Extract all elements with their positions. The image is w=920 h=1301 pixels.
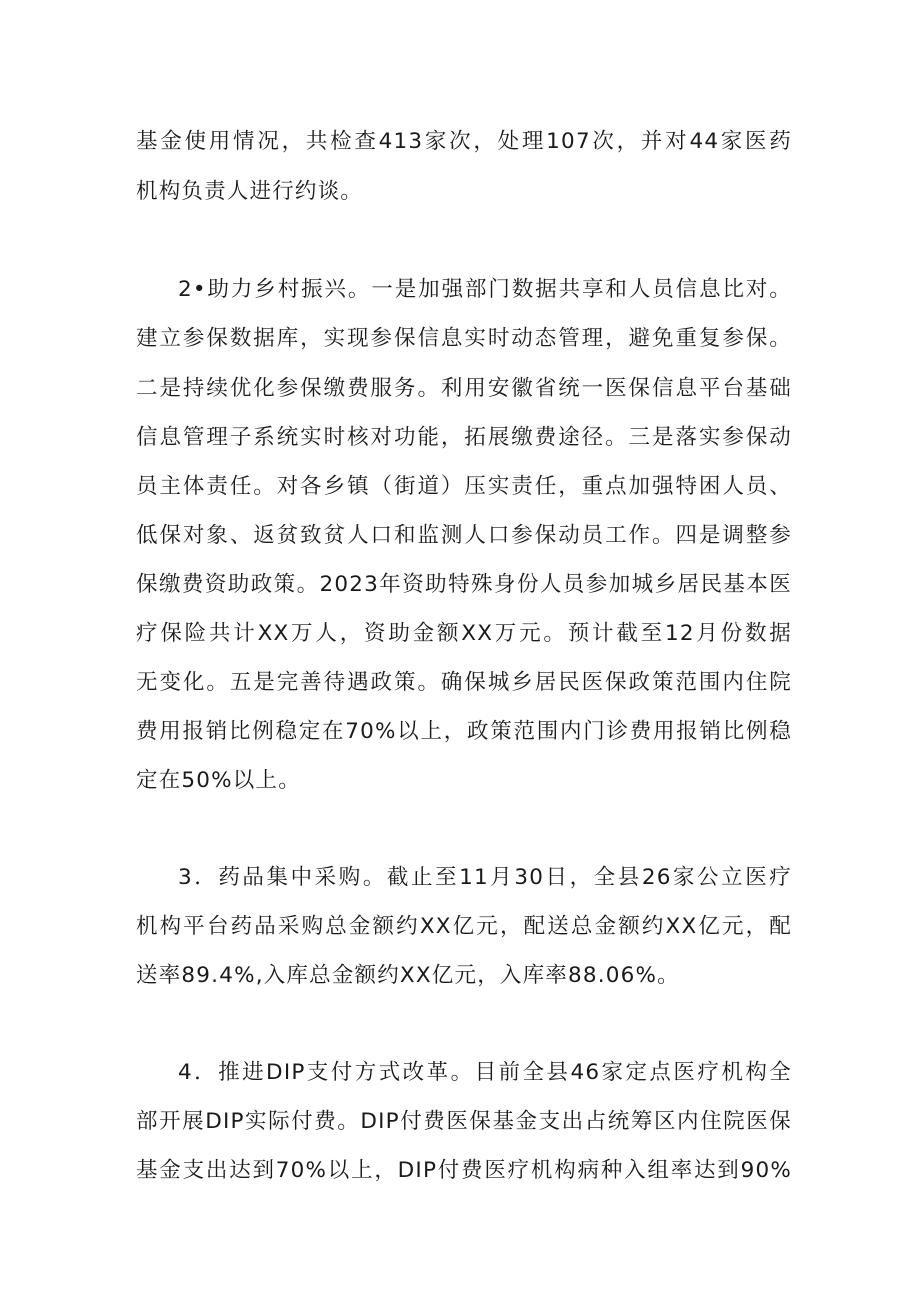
text-line: 无变化。五是完善待遇政策。确保城乡居民医保政策范围内住院 bbox=[136, 670, 792, 695]
text-line: 3．药品集中采购。截止至11月30日，全县26家公立医疗 bbox=[178, 865, 792, 890]
text-line: 保缴费资助政策。2023年资助特殊身份人员参加城乡居民基本医 bbox=[136, 572, 792, 597]
text-line: 定在50%以上。 bbox=[136, 768, 301, 793]
text-line: 信息管理子系统实时核对功能，拓展缴费途径。三是落实参保动 bbox=[136, 425, 792, 450]
text-line: 费用报销比例稳定在70%以上，政策范围内门诊费用报销比例稳 bbox=[136, 719, 792, 744]
text-line: 建立参保数据库，实现参保信息实时动态管理，避免重复参保。 bbox=[136, 326, 792, 351]
text-line: 部开展DIP实际付费。DIP付费医保基金支出占统筹区内住院医保 bbox=[136, 1109, 792, 1134]
text-line: 二是持续优化参保缴费服务。利用安徽省统一医保信息平台基础 bbox=[136, 376, 792, 401]
text-line: 送率89.4%,入库总金额约XX亿元，入库率88.06%。 bbox=[136, 963, 680, 988]
text-line: 疗保险共计XX万人，资助金额XX万元。预计截至12月份数据 bbox=[136, 621, 792, 646]
text-line: 基金支出达到70%以上，DIP付费医疗机构病种入组率达到90% bbox=[136, 1158, 792, 1183]
text-line: 低保对象、返贫致贫人口和监测人口参保动员工作。四是调整参 bbox=[136, 523, 792, 548]
text-line: 2•助力乡村振兴。一是加强部门数据共享和人员信息比对。 bbox=[178, 277, 792, 302]
text-line: 基金使用情况，共检查413家次，处理107次，并对44家医药 bbox=[136, 129, 792, 154]
text-line: 员主体责任。对各乡镇（街道）压实责任，重点加强特困人员、 bbox=[136, 474, 792, 499]
text-line: 4．推进DIP支付方式改革。目前全县46家定点医疗机构全 bbox=[178, 1060, 792, 1085]
text-line: 机构负责人进行约谈。 bbox=[136, 179, 364, 204]
text-line: 机构平台药品采购总金额约XX亿元，配送总金额约XX亿元，配 bbox=[136, 914, 792, 939]
